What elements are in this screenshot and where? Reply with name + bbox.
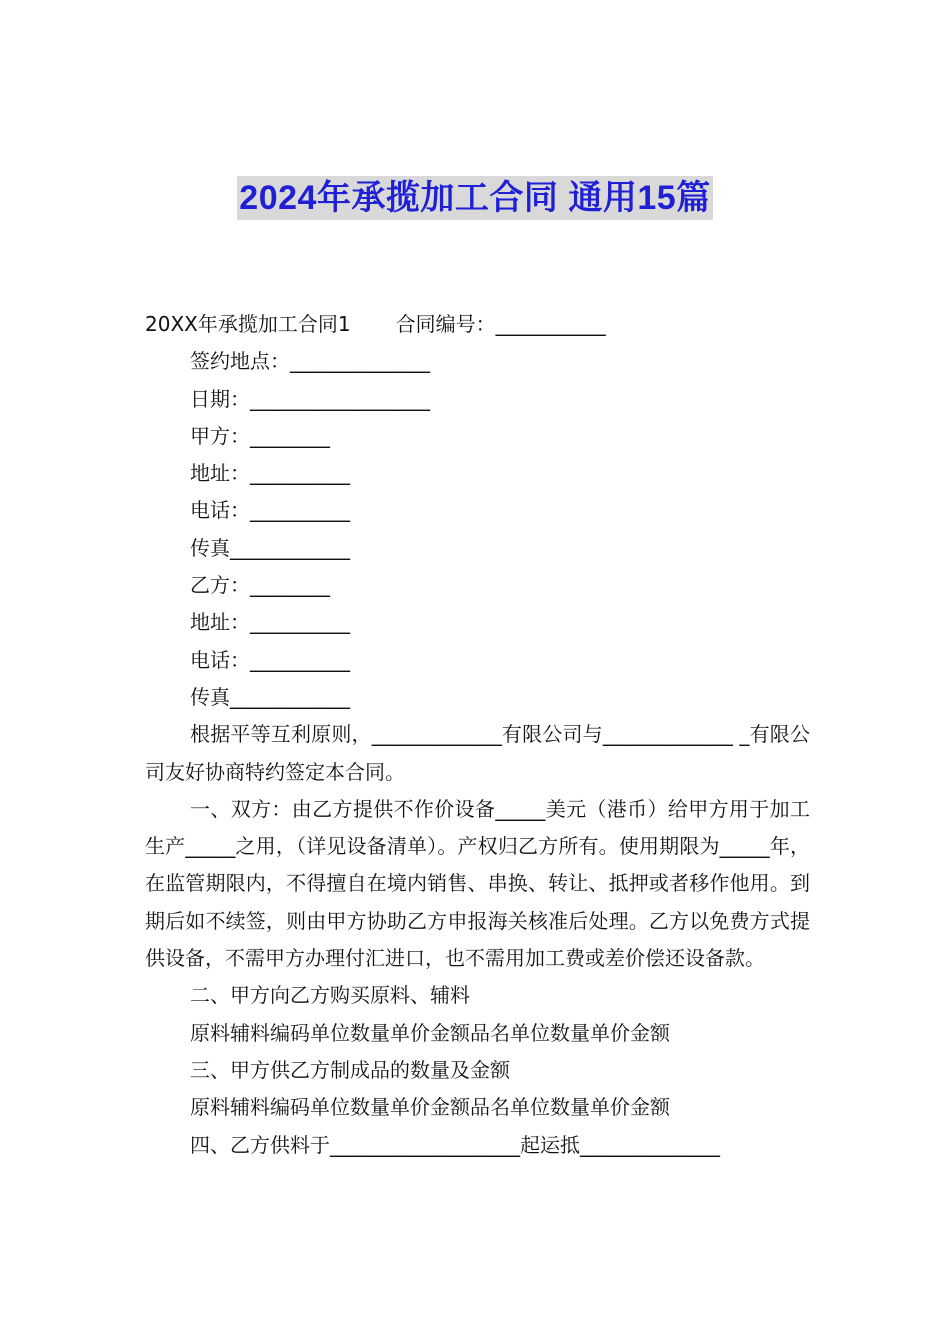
field-party-b-phone: 电话：__________ [190, 647, 350, 672]
title-container [0, 176, 950, 220]
field-date: 日期：__________________ [190, 386, 430, 411]
field-party-a-address: 地址：__________ [190, 461, 350, 486]
header-line [145, 306, 810, 343]
document-title: 2024年承揽加工合同 通用15篇 [237, 176, 712, 220]
section-two-heading: 二、甲方向乙方购买原料、辅料 [190, 983, 470, 1008]
field-party-a-fax: 传真____________ [190, 535, 350, 560]
field-signing-place: 签约地点：______________ [190, 349, 430, 374]
paragraph-section-one: 一、双方：由乙方提供不作价设备_____美元（港币）给甲方用于加工生产_____之用，（详见设备清单）。产权归乙方所有。使用期限为_____年，在监管期限内，不得擅自在境内销售、串换、转让、抵押或者移作他用。到期后如不续签，则由甲方协助乙方申报海关核准后处理。乙方以免费方式提供设备，不需甲方办理付汇进口，也不需用加工费或差价偿还设备款。 [145, 796, 810, 971]
section-four-heading: 四、乙方供料于___________________起运抵______________ [190, 1132, 720, 1157]
field-party-b: 乙方：________ [190, 573, 330, 598]
field-party-a-phone: 电话：__________ [190, 498, 350, 523]
field-party-b-fax: 传真____________ [190, 684, 350, 709]
section-three-heading: 三、甲方供乙方制成品的数量及金额 [190, 1057, 510, 1082]
section-three-table-header: 原料辅料编码单位数量单价金额品名单位数量单价金额 [190, 1095, 670, 1120]
section-two-table-header: 原料辅料编码单位数量单价金额品名单位数量单价金额 [190, 1020, 670, 1045]
paragraph-intro: 根据平等互利原则，_____________有限公司与_____________ _有限公司友好协商特约签定本合同。 [145, 722, 810, 784]
document-body [145, 306, 810, 1164]
field-party-a: 甲方：________ [190, 423, 330, 448]
field-party-b-address: 地址：__________ [190, 610, 350, 635]
contract-number-field: 合同编号：___________ [395, 312, 606, 336]
contract-heading: 20XX年承揽加工合同1 [145, 312, 351, 336]
